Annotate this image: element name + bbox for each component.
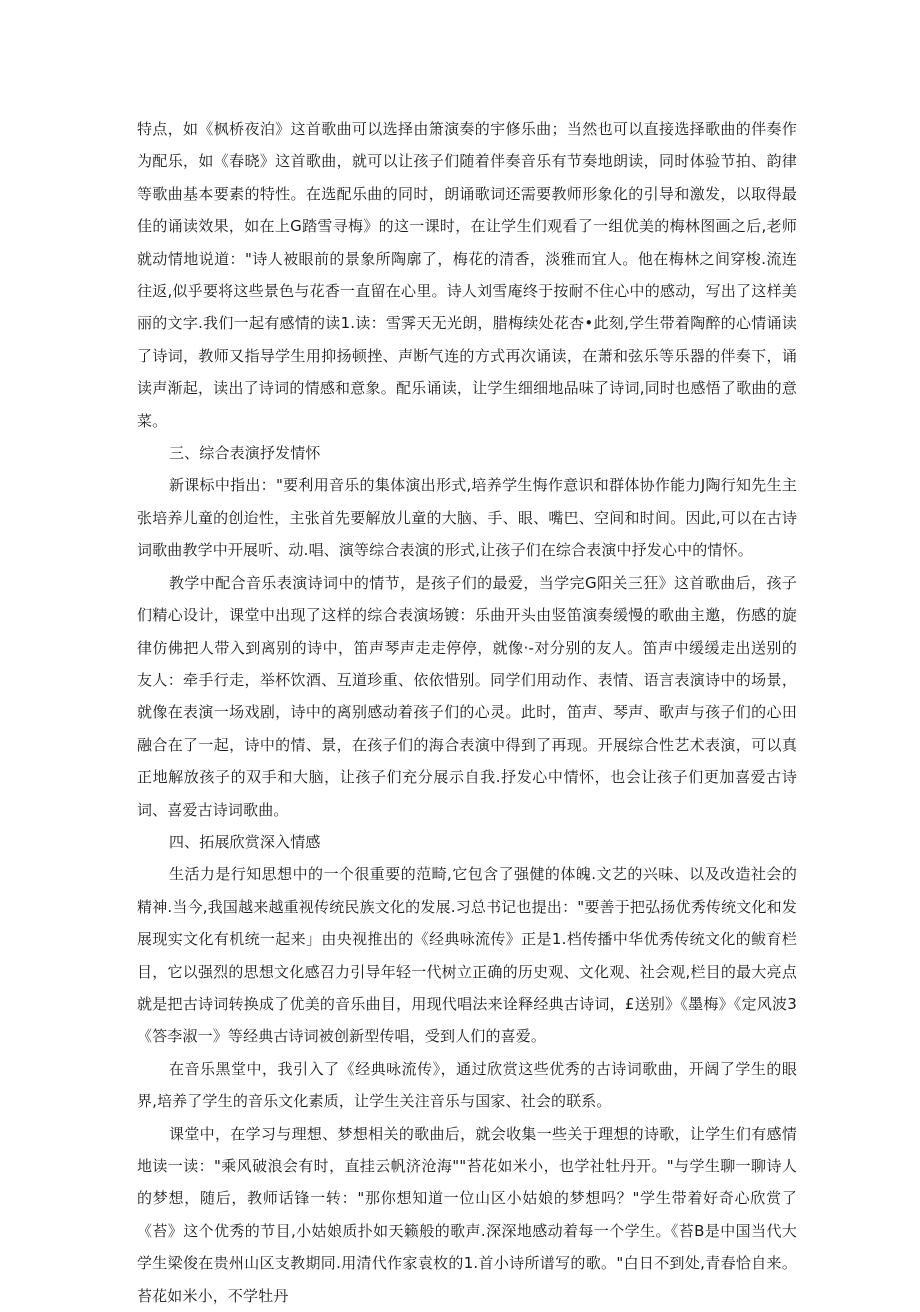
section-heading: 三、综合表演抒发情怀 — [169, 444, 321, 463]
paragraph: 生活力是行知思想中的一个很重要的范畸,它包含了强健的体魄.文艺的兴味、以及改造社会的精神.当今,我国越来越重视传统民族文化的发展.习总书记也提出："要善于把弘扬优秀传统文化和发展现实文化有机统一起来」由央视推出的《经典咏流传》正是1.档传播中华优秀传统文化的鲅育栏目，它以强烈的思想文化感召力引导年轻一代树立正确的历史观、文化观、社会观,栏目的最大亮点就是把古诗词转换成了优美的音乐曲目，用现代唱法来诠释经典古诗词，£送别》《墨梅》《定风波3《答李淑一》等经典古诗词被创新型传唱，受到人们的喜爱。 — [137, 865, 797, 1046]
paragraph: 教学中配合音乐表演诗词中的情节，是孩子们的最爱，当学完G阳关三狂》这首歌曲后，孩子们精心设计，课堂中出现了这样的综合表演场镀：乐曲开头由竖笛演奏缓慢的歌曲主邀，伤感的旋律仿佛把人带入到离别的诗中，笛声琴声走走停停，就像·-对分别的友人。笛声中缓缓走出送别的友人：牵手行走，举杯饮酒、互道珍重、依依惜别。同学们用动作、表情、语言表演诗中的场景，就像在表演一场戏剧，诗中的离别感动着孩子们的心灵。此时，笛声、琴声、歌声与孩子们的心田融合在了一起，诗中的情、景，在孩子们的海合表演中得到了再现。开展综合性艺术表演，可以真正地解放孩子的双手和大脑，让孩子们充分展示自我.抒发心中情怀，也会让孩子们更加喜爱古诗词、喜爱古诗词歌曲。 — [137, 573, 797, 819]
paragraph: 特点，如《枫桥夜泊》这首歌曲可以选择由箫演奏的宇修乐曲；当然也可以直接选择歌曲的伴奏作为配乐，如《春晓》这首歌曲，就可以让孩子们随着伴奏音乐有节奏地朗读，同时体验节拍、韵律等歌曲基本要素的特性。在选配乐曲的同时，朗诵歌词还需要教师形象化的引导和激发，以取得最佳的诵读效果，如在上G踏雪寻梅》的这一课时，在让学生们观看了一组优美的梅林图画之后,老师就动情地说道："诗人被眼前的景象所陶廓了，梅花的清香，淡雅而宜人。他在梅林之间穿梭.流连往返,似乎要将这些景色与花香一直留在心里。诗人刘雪庵终于按耐不住心中的感动，写出了这样美丽的文字.我们一起有感情的读1.读：雪霁天无光朗，腊梅续处花杏•此刻,学生带着陶醉的心情诵读了诗词，教师又指导学生用抑扬顿挫、声断气连的方式再次诵读，在萧和弦乐等乐器的伴奏下，诵读声渐起，读出了诗词的情感和意象。配乐诵读，让学生细细地品味了诗词,同时也感悟了歌曲的意菜。 — [137, 120, 797, 430]
document-body — [137, 113, 797, 1312]
section-heading: 四、拓展欣赏深入情感 — [169, 832, 321, 851]
paragraph: 课堂中，在学习与理想、梦想相关的歌曲后，就会收集一些关于理想的诗歌，让学生们有感情地读一读："乘风破浪会有时，直挂云帆济沧海""苔花如米小，也学社牡丹开。"与学生聊一聊诗人的梦想，随后，教师话锋一转："那你想知道一位山区小姑娘的梦想吗？"学生带着好奇心欣赏了《苔》这个优秀的节目,小姑娘质扑如天籁般的歌声.深深地感动着每一个学生。《苔B是中国当代大学生梁俊在贵州山区支教期同.用清代作家袁枚的1.首小诗所谱写的歌。"白日不到处,青春恰自来。苔花如米小，不学牡丹 — [137, 1124, 797, 1305]
paragraph: 新课标中指出："要利用音乐的集体演出形式,培养学生悔作意识和群体协作能力J陶行知先生主张培养儿童的创迨性，主张首先要解放儿童的大脑、手、眼、嘴巴、空间和时间。因此,可以在古诗词歌曲教学中开展听、动.唱、演等综合表演的形式,让孩子们在综合表演中抒发心中的情怀。 — [137, 476, 797, 560]
paragraph: 在音乐黑堂中，我引入了《经典咏流传》，通过欣赏这些优秀的古诗词歌曲，开阔了学生的眼界,培养了学生的音乐文化素质，让学生关注音乐与国家、社会的联系。 — [137, 1059, 797, 1111]
